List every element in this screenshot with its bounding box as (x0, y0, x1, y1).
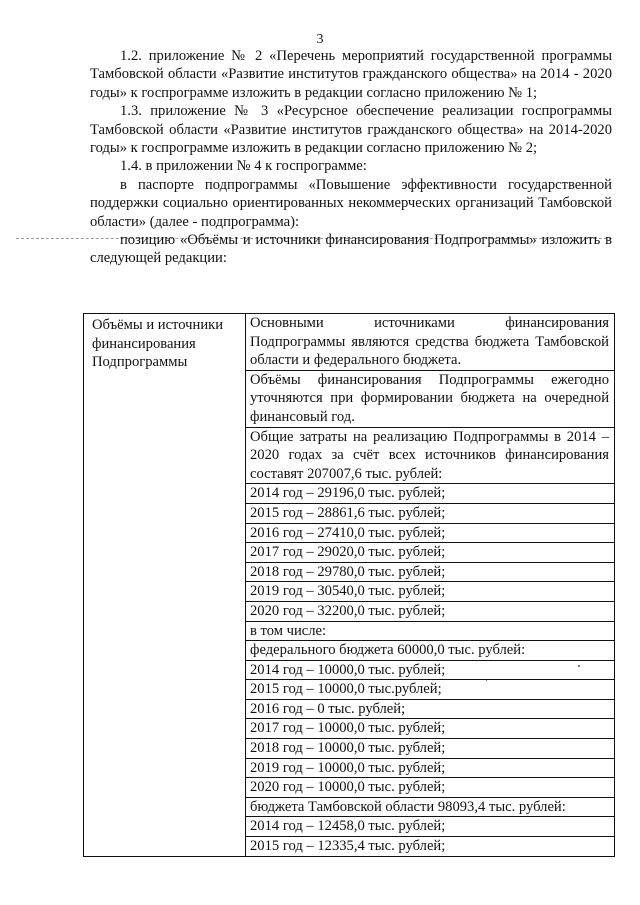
table-line: Объёмы финансирования Подпрограммы ежегодно уточняются при формировании бюджета на очередной финансовый год. (246, 371, 614, 428)
scan-speck (578, 665, 580, 667)
table-line: 2018 год – 29780,0 тыс. рублей; (246, 563, 614, 583)
table-line: Общие затраты на реализацию Подпрограммы в 2014 – 2020 годах за счёт всех источников финансирования составят 207007,6 тыс. рублей: (246, 428, 614, 485)
document-body (90, 47, 612, 268)
table-line: Основными источниками финансирования Подпрограммы являются средства бюджета Тамбовской области и федерального бюджета. (246, 314, 614, 371)
paragraph-1-2: 1.2. приложение № 2 «Перечень мероприятий государственной программы Тамбовской области «Развитие институтов гражданского общества» на 2014 - 2020 годы» к госпрограмме изложить в редакции согласно приложению № 1; (90, 48, 612, 101)
table-line: 2016 год – 0 тыс. рублей; (246, 700, 614, 720)
table-line: 2014 год – 12458,0 тыс. рублей; (246, 817, 614, 837)
paragraph-1-4: 1.4. в приложении № 4 к госпрограмме: (120, 158, 367, 175)
paragraph-1-3: 1.3. приложение № 3 «Ресурсное обеспечение реализации госпрограммы Тамбовской области «Развитие институтов гражданского общества» на 2014-2020 годы» к госпрограмме изложить в редакции согласно приложению № 2; (90, 103, 612, 157)
table-line: 2018 год – 10000,0 тыс. рублей; (246, 739, 614, 759)
table-row (84, 314, 615, 857)
table-line: 2019 год – 10000,0 тыс. рублей; (246, 759, 614, 779)
table-right-cell (246, 314, 615, 857)
table-line: 2019 год – 30540,0 тыс. рублей; (246, 582, 614, 602)
table-left-cell: Объёмы и источники финансирования Подпрограммы (84, 314, 246, 857)
paragraph-passport: в паспорте подпрограммы «Повышение эффективности государственной поддержки социально ориентированных некоммерческих организаций Тамбовской области» (далее - подпрограмма): (90, 176, 612, 230)
paragraph-position: позицию «Объёмы и источники финансирования Подпрограммы» изложить в следующей редакции: (90, 232, 612, 267)
table-line: федерального бюджета 60000,0 тыс. рублей: (246, 641, 614, 661)
scan-speck (486, 680, 487, 681)
table-line: 2020 год – 32200,0 тыс. рублей; (246, 602, 614, 622)
table-line: 2015 год – 10000,0 тыс.рублей; (246, 680, 614, 700)
table-line: 2015 год – 12335,4 тыс. рублей; (250, 838, 446, 855)
table-line: бюджета Тамбовской области 98093,4 тыс. рублей: (246, 798, 614, 818)
page-number: 3 (316, 32, 324, 47)
table-line: 2014 год – 29196,0 тыс. рублей; (246, 484, 614, 504)
table-line: 2020 год – 10000,0 тыс. рублей; (246, 778, 614, 798)
table-line: 2016 год – 27410,0 тыс. рублей; (246, 524, 614, 544)
table-line: 2017 год – 10000,0 тыс. рублей; (246, 719, 614, 739)
table-line: 2015 год – 28861,6 тыс. рублей; (246, 504, 614, 524)
funding-table (83, 313, 615, 857)
table-line: 2014 год – 10000,0 тыс. рублей; (246, 661, 614, 681)
table-line: в том числе: (246, 622, 614, 642)
table-line: 2017 год – 29020,0 тыс. рублей; (246, 543, 614, 563)
